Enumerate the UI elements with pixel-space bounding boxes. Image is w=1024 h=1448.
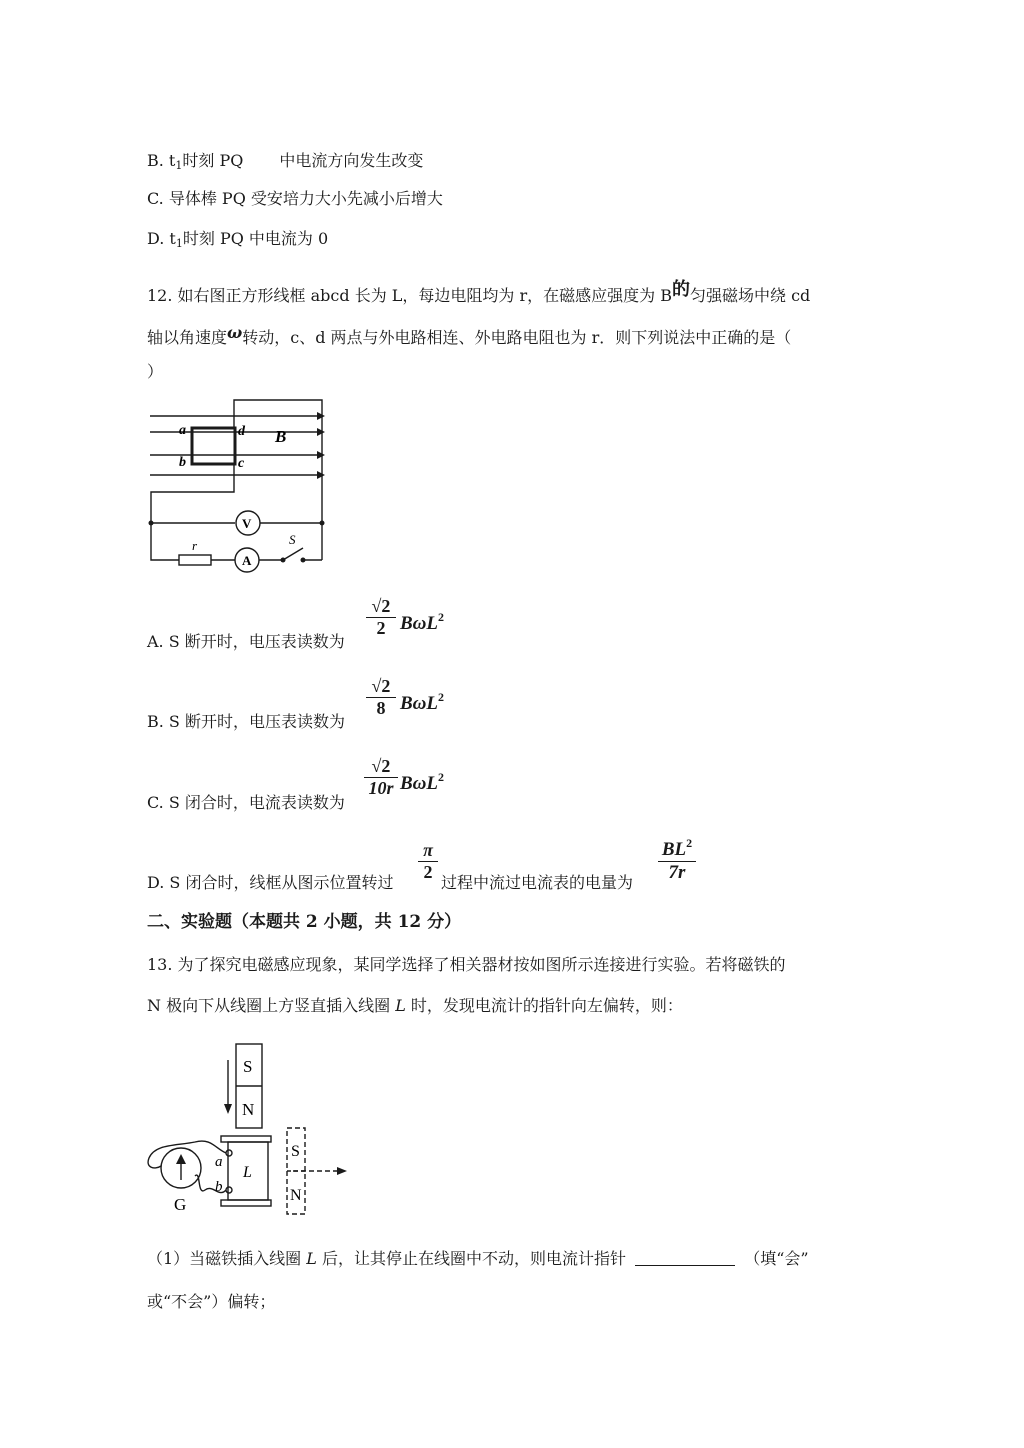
label-field-b: B [275,427,287,446]
resistor-r [179,555,211,565]
q12-stem-raised-char: 的 [671,279,690,300]
expression-exponent: 2 [438,610,445,624]
coil-top-flange [221,1136,271,1142]
q13-coil-symbol: L [395,996,406,1015]
ammeter-label: A [242,553,252,568]
coil-label: L [243,1164,252,1181]
q12-option-a-expression [400,610,444,635]
fraction-numerator: BL [661,839,687,860]
coil-bottom-flange [221,1200,271,1206]
q12-option-d-text-pre: D. S 闭合时，线框从图示位置转过 [147,873,394,892]
square-coil [192,428,235,464]
q11-option-d [147,229,328,254]
q13-stem-line1: 13. 为了探究电磁感应现象，某同学选择了相关器材按如图所示连接进行实验。若将磁铁的 [147,955,786,974]
circuit-wire [234,400,322,523]
fraction-denominator: 8 [376,698,386,718]
q13-sub1-mid: 后，让其停止在线圈中不动，则电流计指针 [322,1249,627,1268]
q12-stem-line1-pre: 12. 如右图正方形线框 abcd 长为 L，每边电阻均为 r，在磁感应强度为 B [147,286,672,305]
q13-stem-line2 [147,996,683,1016]
galvanometer-label: G [174,1195,187,1214]
expression-body: BωL [400,613,439,634]
numerator-exponent: 2 [686,836,693,850]
fraction-denominator: 7r [668,862,686,883]
terminal-b [226,1187,232,1193]
q12-omega-symbol: ω [227,323,243,342]
q12-stem-line2 [147,323,791,348]
q12-option-b-fraction [366,676,396,719]
magnet-s-label: S [243,1057,253,1076]
q12-option-b-text: B. S 断开时，电压表读数为 [147,712,345,731]
q13-induction-figure [145,1040,360,1220]
voltmeter-label: V [242,516,252,531]
switch-s [283,548,303,560]
field-arrowheads [317,412,325,479]
expression-body: BωL [400,693,439,714]
q12-option-a-fraction [366,596,396,639]
q12-stem-line3: ） [147,362,164,381]
q12-option-d-fraction-angle [418,840,438,883]
q13-sub1-line2: 或“不会”）偏转； [147,1292,276,1311]
q12-stem-line1 [147,280,810,306]
terminal-b-label: b [215,1179,223,1195]
q13-sub1-post: （填“会” [744,1249,809,1268]
expression-exponent: 2 [438,690,445,704]
fraction-denominator: 2 [423,862,433,882]
q12-stem-line2-pre: 轴以角速度 [147,328,228,347]
dashed-magnet-s-label: S [291,1143,300,1160]
q12-option-c-expression [400,770,444,795]
q11-option-b-text: 中电流方向发生改变 [279,151,424,170]
q13-answer-blank[interactable] [635,1249,735,1266]
q12-option-c-fraction [364,756,398,799]
q13-stem-line2-post: 时，发现电流计的指针向左偏转，则： [410,996,683,1015]
label-d: d [238,424,245,439]
q12-option-b-expression [400,690,444,715]
q11-option-b [147,151,423,176]
label-c: c [238,456,245,471]
q12-stem-line1-post: 匀强磁场中绕 cd [689,286,811,305]
fraction-denominator: 2 [376,618,386,638]
q11-option-d-subscript: 1 [175,237,183,250]
terminal-a [226,1150,232,1156]
q12-option-a-text: A. S 断开时，电压表读数为 [147,632,345,651]
expression-exponent: 2 [438,770,445,784]
fraction-numerator: √2 [371,756,391,776]
q13-sub1-coil-symbol: L [306,1249,317,1268]
q13-sub1-line1 [147,1249,809,1269]
q13-stem-line2-pre: N 极向下从线圈上方竖直插入线圈 [147,996,391,1015]
fraction-numerator: √2 [371,596,391,616]
section-heading-experiment: 二、实验题（本题共 2 小题，共 12 分） [147,912,462,932]
q13-sub1-pre: （1）当磁铁插入线圈 [147,1249,302,1268]
q11-option-b-subscript: 1 [175,159,183,172]
q11-option-b-prefix: B. t [147,151,176,170]
q11-option-c: C. 导体棒 PQ 受安培力大小先减小后增大 [147,189,443,208]
terminal-a-label: a [215,1154,223,1170]
expression-body: BωL [400,773,439,794]
dashed-magnet-n-label: N [290,1187,302,1204]
fraction-denominator: 10r [368,778,394,798]
label-a: a [179,423,186,438]
switch-label: S [289,532,296,547]
q12-option-c-text: C. S 闭合时，电流表读数为 [147,793,345,812]
fraction-numerator: π [423,840,433,860]
q12-option-d-text-mid: 过程中流过电流表的电量为 [441,873,634,892]
q11-option-d-prefix: D. t [147,229,176,248]
magnet-n-label: N [242,1100,255,1119]
q12-option-d-fraction-charge [658,836,696,884]
q11-option-b-mid: 时刻 PQ [182,151,244,170]
fraction-numerator: √2 [371,676,391,696]
label-b: b [179,455,186,470]
q11-option-d-text: 时刻 PQ 中电流为 0 [182,229,329,248]
resistor-label: r [192,538,198,553]
q12-circuit-figure [145,392,335,577]
q12-stem-line2-post: 转动，c、d 两点与外电路相连、外电路电阻也为 r．则下列说法中正确的是（ [242,328,792,347]
